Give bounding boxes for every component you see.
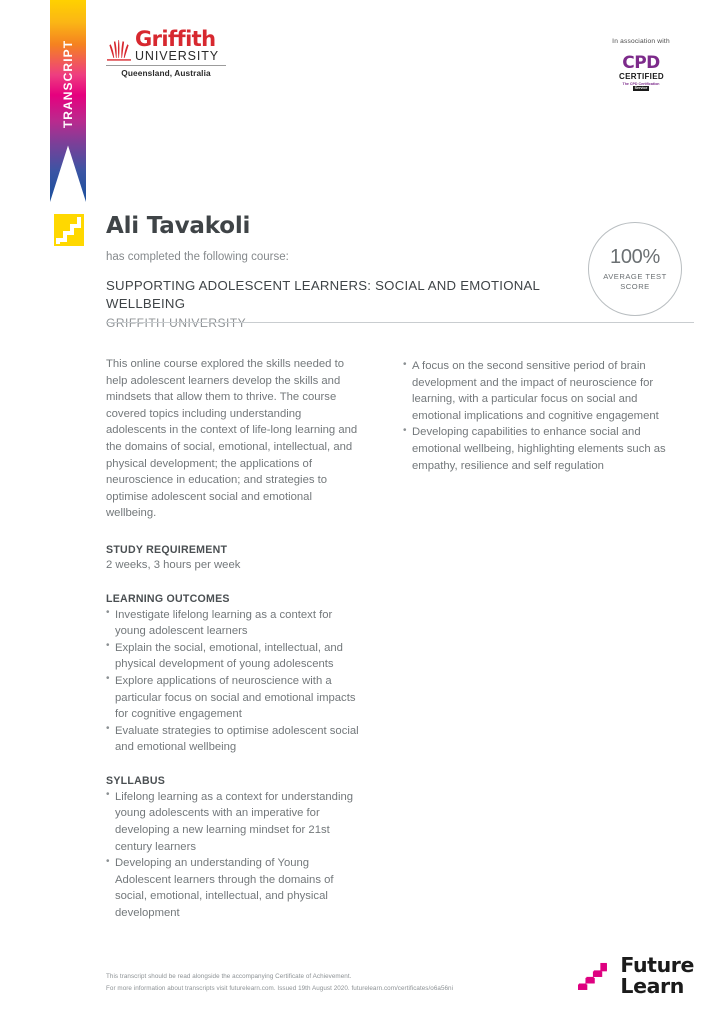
futurelearn-stair-mark-icon xyxy=(54,214,84,246)
right-content-column xyxy=(403,356,673,474)
futurelearn-word-2: Learn xyxy=(620,974,684,998)
syllabus-list xyxy=(106,789,361,922)
learning-outcomes-list xyxy=(106,607,361,756)
study-requirement-value: 2 weeks, 3 hours per week xyxy=(106,558,241,571)
course-description: This online course explored the skills needed to help adolescent learners develop the skills and mindsets that allow them to thrive. The course covered topics including understanding adolescents in the context of life-long learning and the domains of social, emotional, intellectual, and physical development; the applications of neuroscience in education; and strategies to optimise adolescent social and emotional wellbeing. xyxy=(106,358,358,520)
course-highlights-list xyxy=(403,358,673,474)
ribbon-gradient-band xyxy=(50,0,86,202)
griffith-university-logo xyxy=(106,27,226,79)
griffith-location: Queensland, Australia xyxy=(121,68,211,79)
score-label-line-1: AVERAGE TEST xyxy=(603,271,667,281)
futurelearn-stairs-icon xyxy=(578,959,613,993)
learner-name: Ali Tavakoli xyxy=(106,213,251,239)
study-requirement-heading: STUDY REQUIREMENT xyxy=(106,543,228,556)
association-block xyxy=(588,38,694,91)
list-item: • Explain the social, emotional, intellectual, and physical development of young adolescents xyxy=(106,640,361,673)
ribbon-label-text: TRANSCRIPT xyxy=(61,39,75,129)
list-item: • Developing capabilities to enhance social and emotional wellbeing, highlighting elements such as empathy, resilience and self regulation xyxy=(403,424,673,474)
left-content-column xyxy=(106,356,361,922)
cpd-fine-print xyxy=(619,82,663,91)
learning-outcomes-heading: LEARNING OUTCOMES xyxy=(106,592,230,605)
list-item: • Lifelong learning as a context for understanding young adolescents with an imperative for developing a new learning mindset for 21st century learners xyxy=(106,789,361,855)
list-item: • Evaluate strategies to optimise adolescent social and emotional wellbeing xyxy=(106,723,361,756)
griffith-subtitle: UNIVERSITY xyxy=(135,48,220,63)
list-item: • Explore applications of neuroscience with a particular focus on social and emotional impacts for cognitive engagement xyxy=(106,673,361,723)
score-label xyxy=(603,272,667,292)
cpd-letters: CPD xyxy=(622,53,660,73)
list-item: • Investigate lifelong learning as a context for young adolescent learners xyxy=(106,607,361,640)
footer-note xyxy=(106,971,536,994)
completion-line: has completed the following course: xyxy=(106,251,289,264)
course-provider: GRIFFITH UNIVERSITY xyxy=(106,316,247,331)
association-label: In association with xyxy=(612,38,670,45)
futurelearn-wordmark xyxy=(620,955,694,997)
average-test-score-badge xyxy=(588,222,682,316)
header-divider xyxy=(106,322,694,323)
list-item: • Developing an understanding of Young Adolescent learners through the domains of social, emotional, intellectual, and physical development xyxy=(106,855,361,921)
griffith-name: Griffith xyxy=(135,27,216,51)
futurelearn-logo xyxy=(578,950,694,1002)
cpd-fine-line-2: Service xyxy=(634,86,648,91)
transcript-ribbon xyxy=(50,0,86,202)
course-title: SUPPORTING ADOLESCENT LEARNERS: SOCIAL AND EMOTIONAL WELLBEING xyxy=(106,278,540,312)
list-item: • A focus on the second sensitive period of brain development and the impact of neuroscience for learning, with a particular focus on social and emotional implications and cognitive engagement xyxy=(403,358,673,424)
score-label-line-2: SCORE xyxy=(620,281,650,291)
headline-block xyxy=(106,214,561,330)
syllabus-heading: SYLLABUS xyxy=(106,774,166,787)
griffith-flame-icon xyxy=(106,37,132,63)
footer-line-1: This transcript should be read alongside the accompanying Certificate of Achievement. xyxy=(106,973,352,980)
cpd-certified-text: CERTIFIED xyxy=(619,72,664,81)
footer-line-2: For more information about transcripts visit futurelearn.com. Issued 19th August 2020. futurelearn.com/certificates/o6a56ni xyxy=(106,984,454,992)
cpd-certified-badge xyxy=(619,55,663,91)
cpd-fine-line-1: The CPD Certification xyxy=(622,82,660,86)
futurelearn-word-1: Future xyxy=(620,953,694,978)
score-value: 100% xyxy=(610,245,660,268)
